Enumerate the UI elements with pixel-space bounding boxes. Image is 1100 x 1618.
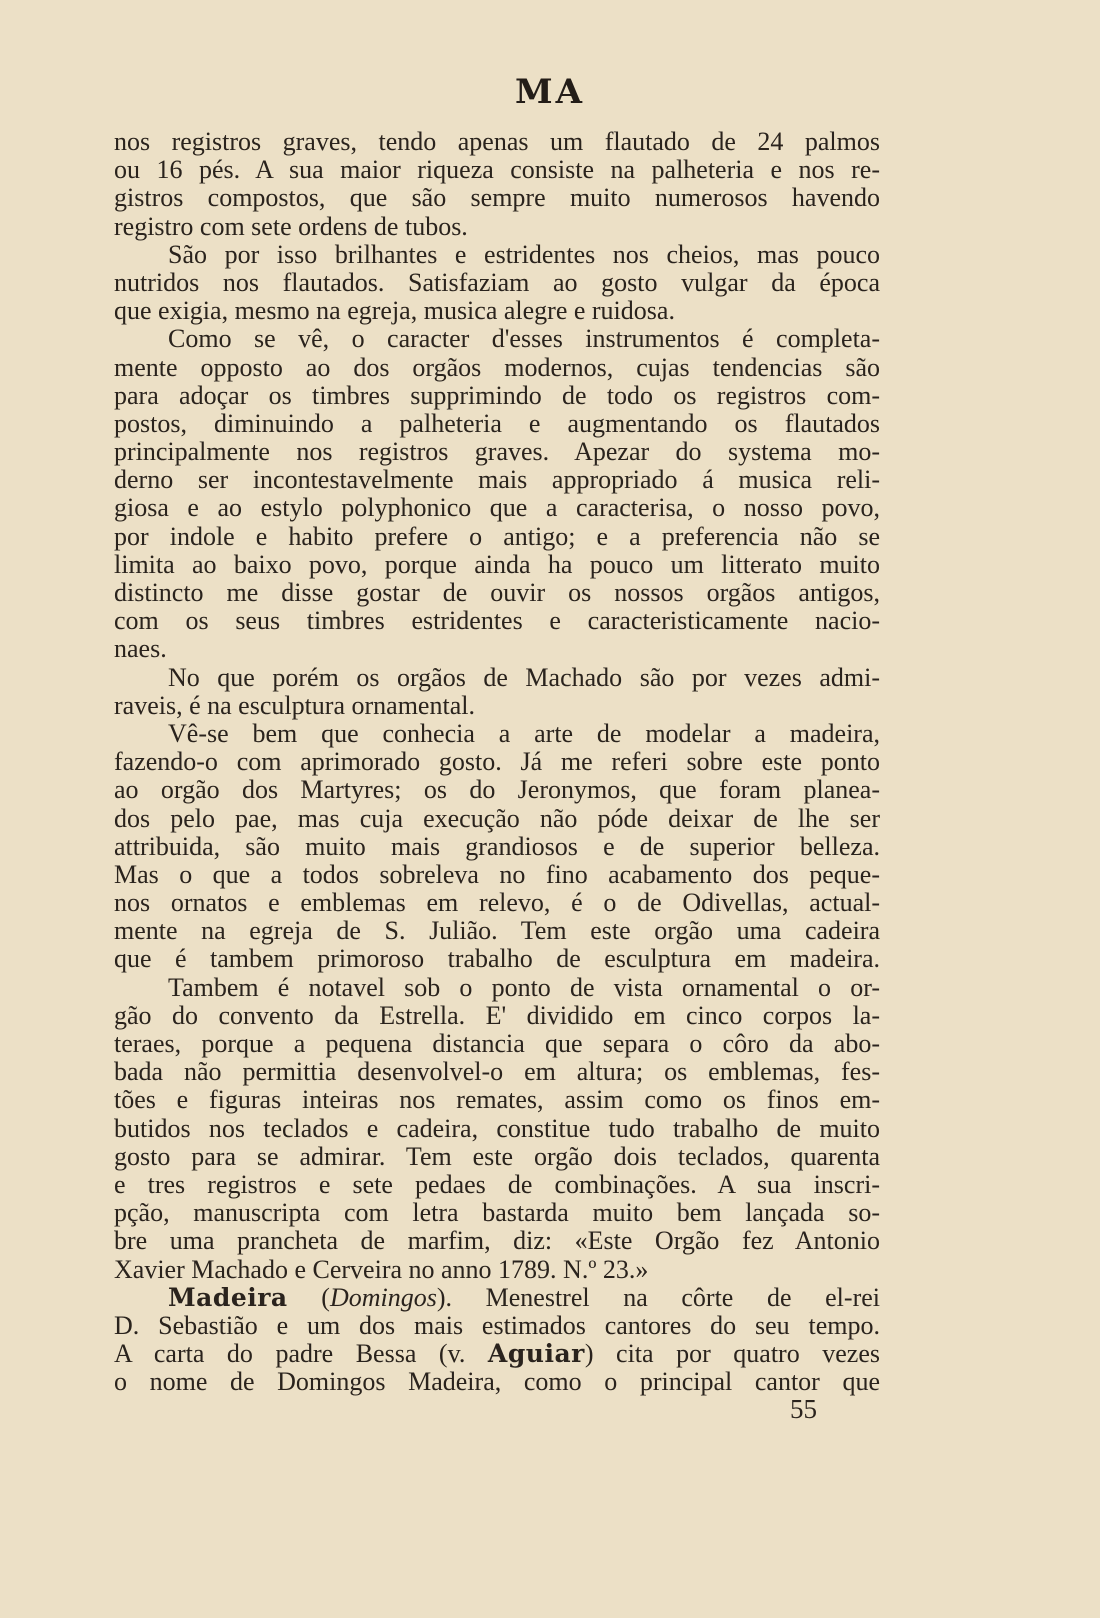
text-line: tões e figuras inteiras nos remates, assim como os finos em- — [114, 1086, 880, 1115]
text-line: para adoçar os timbres supprimindo de todo os registros com- — [114, 381, 880, 410]
text-line: postos, diminuindo a palheteria e augmentando os flautados — [114, 409, 880, 438]
cross-reference-name: Aguiar — [487, 1340, 585, 1369]
text-line: Xavier Machado e Cerveira no anno 1789. N.º 23.» — [114, 1255, 649, 1284]
text-line: limita ao baixo povo, porque ainda ha pouco um litterato muito — [114, 550, 880, 579]
text-line: No que porém os orgãos de Machado são por vezes admi- — [168, 663, 880, 692]
text-line: mente opposto ao dos orgãos modernos, cujas tendencias são — [114, 353, 880, 382]
text-line: ou 16 pés. A sua maior riqueza consiste na palheteria e nos re- — [114, 156, 880, 185]
text-line: dos pelo pae, mas cuja execução não póde deixar de lhe ser — [114, 804, 880, 833]
text-line: attribuida, são muito mais grandiosos e de superior belleza. — [114, 832, 880, 861]
text-line: raveis, é na esculptura ornamental. — [114, 691, 475, 720]
text-line: teraes, porque a pequena distancia que separa o côro da abo- — [114, 1030, 880, 1058]
carta-text-after: ) cita por quatro vezes — [584, 1340, 880, 1369]
text-line: giosa e ao estylo polyphonico que a caracterisa, o nosso povo, — [114, 494, 880, 523]
text-line: registro com sete ordens de tubos. — [114, 212, 468, 241]
text-line: que exigia, mesmo na egreja, musica alegre e ruidosa. — [114, 297, 675, 326]
text-line: São por isso brilhantes e estridentes nos cheios, mas pouco — [168, 240, 880, 269]
entry-headline — [114, 1284, 880, 1312]
entry-description: ). Menestrel na côrte de el-rei — [436, 1283, 880, 1312]
text-line: ao orgão dos Martyres; os do Jeronymos, que foram planea- — [114, 776, 880, 805]
text-line: gão do convento da Estrella. E' dividido em cinco corpos la- — [114, 1001, 880, 1030]
page-number: 55 — [790, 1394, 817, 1424]
text-line: nos ornatos e emblemas em relevo, é o de Odivellas, actual- — [114, 889, 880, 918]
text-line: derno ser incontestavelmente mais appropriado á musica reli- — [114, 466, 880, 495]
text-line: principalmente nos registros graves. Apezar do systema mo- — [114, 438, 880, 467]
text-line: butidos nos teclados e cadeira, constitue tudo trabalho de muito — [114, 1114, 880, 1143]
text-line: pção, manuscripta com letra bastarda muito bem lançada so- — [114, 1199, 880, 1228]
text-line: por indole e habito prefere o antigo; e a preferencia não se — [114, 522, 880, 551]
body-text — [114, 128, 880, 1396]
text-line: fazendo-o com aprimorado gosto. Já me referi sobre este ponto — [114, 748, 880, 777]
text-line: gosto para se admirar. Tem este orgão dois teclados, quarenta — [114, 1142, 880, 1171]
text-line: e tres registros e sete pedaes de combinações. A sua inscri- — [114, 1170, 880, 1199]
text-line: nos registros graves, tendo apenas um flautado de 24 palmos — [114, 128, 880, 156]
text-line: bre uma prancheta de marfim, diz: «Este Orgão fez Antonio — [114, 1227, 880, 1256]
text-line: nutridos nos flautados. Satisfaziam ao gosto vulgar da época — [114, 268, 880, 297]
text-line: mente na egreja de S. Julião. Tem este orgão uma cadeira — [114, 917, 880, 946]
text-line: D. Sebastião e um dos mais estimados cantores do seu tempo. — [114, 1311, 880, 1340]
text-line: Tambem é notavel sob o ponto de vista ornamental o or- — [168, 973, 880, 1002]
text-line: com os seus timbres estridentes e caracteristicamente nacio- — [114, 607, 880, 636]
entry-given-name: Domingos — [329, 1283, 437, 1312]
text-line: bada não permittia desenvolvel-o em altura; os emblemas, fes- — [114, 1058, 880, 1087]
running-head: MA — [514, 72, 585, 112]
text-line: gistros compostos, que são sempre muito numerosos havendo — [114, 184, 880, 213]
text-line: naes. — [114, 635, 167, 664]
entry-reference-line — [114, 1340, 880, 1368]
text-line: Vê-se bem que conhecia a arte de modelar a madeira, — [168, 719, 880, 748]
text-line: que é tambem primoroso trabalho de esculptura em madeira. — [114, 945, 880, 974]
carta-text-before: A carta do padre Bessa (v. — [114, 1340, 488, 1369]
text-line: Mas o que a todos sobreleva no fino acabamento dos peque- — [114, 860, 880, 889]
text-line: Como se vê, o caracter d'esses instrumentos é completa- — [168, 325, 880, 354]
entry-open-paren: ( — [287, 1283, 330, 1312]
text-line: distincto me disse gostar de ouvir os nossos orgãos antigos, — [114, 579, 880, 607]
text-line: o nome de Domingos Madeira, como o principal cantor que — [114, 1368, 880, 1397]
entry-name: Madeira — [168, 1283, 288, 1312]
